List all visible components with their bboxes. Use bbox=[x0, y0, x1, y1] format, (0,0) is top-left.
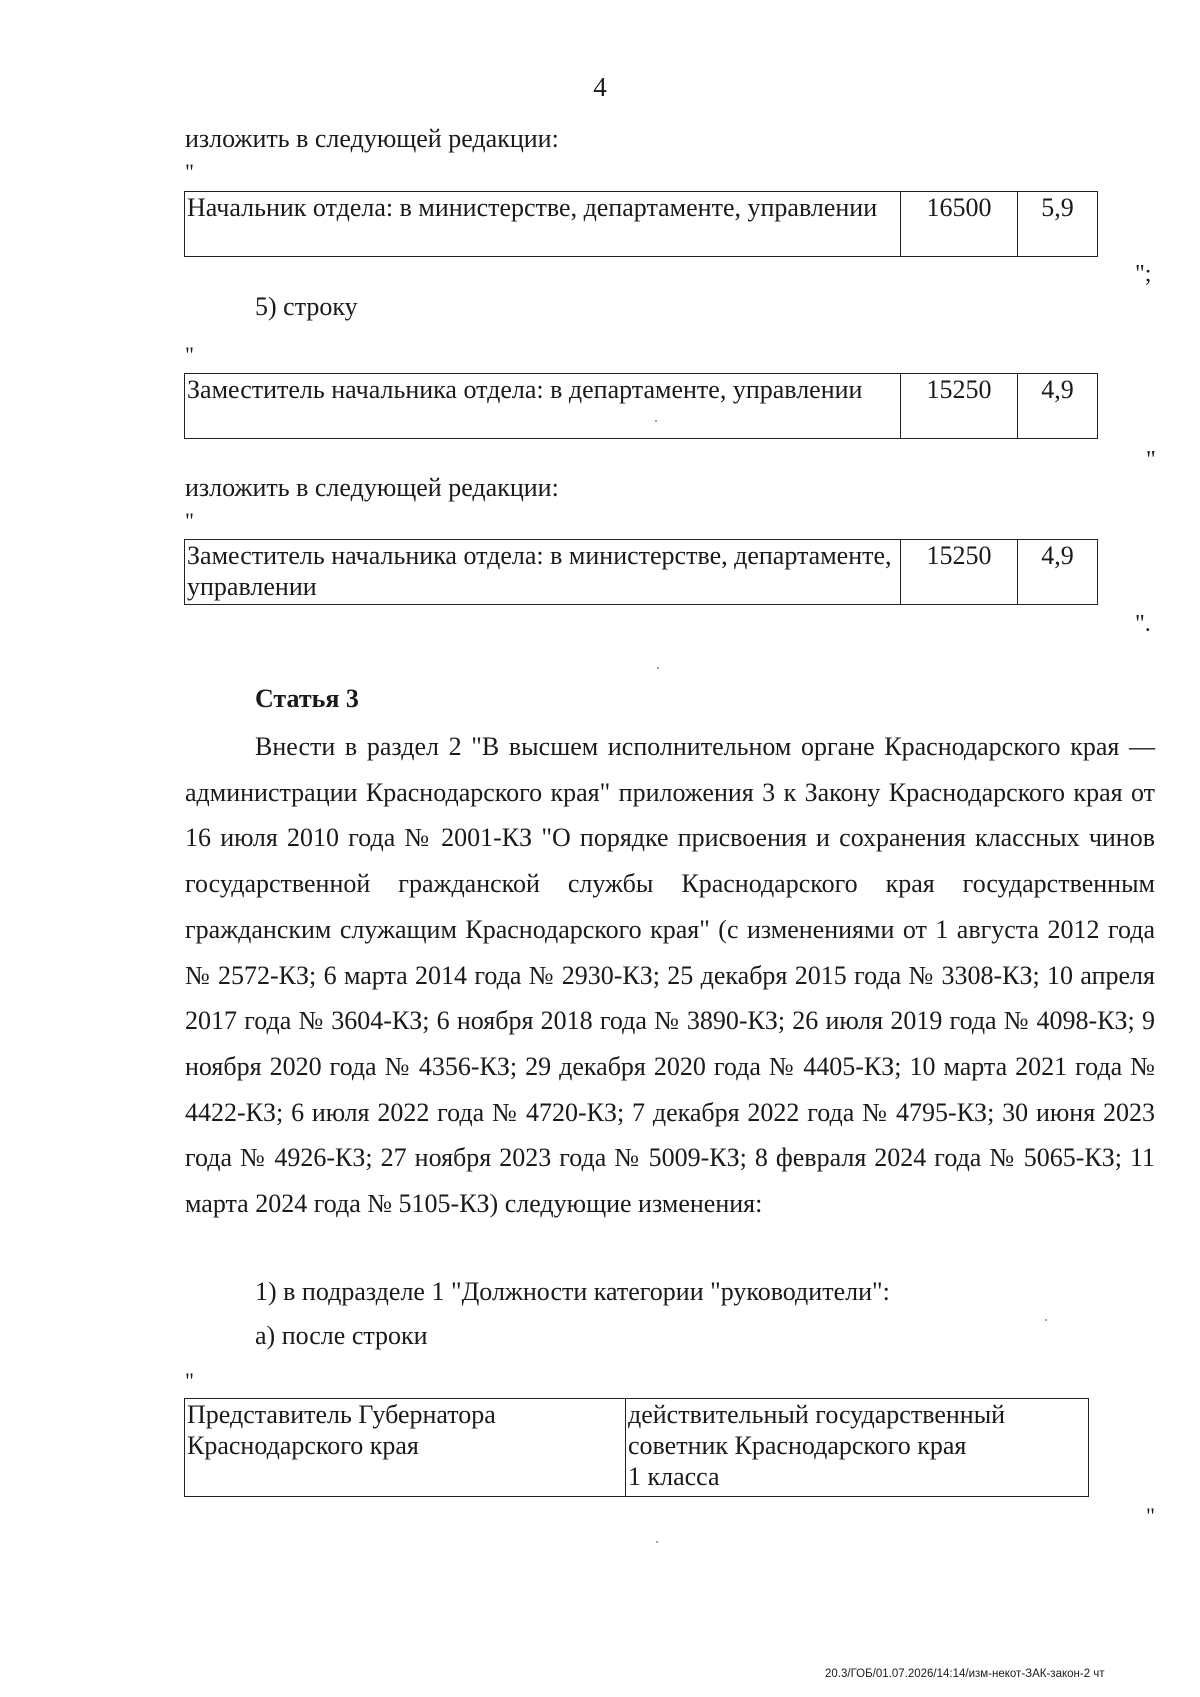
coefficient-cell: 4,9 bbox=[1018, 374, 1098, 439]
position-table bbox=[184, 191, 1098, 257]
subitem-line: а) после строки bbox=[255, 1321, 428, 1350]
close-quote: " bbox=[1146, 447, 1156, 473]
close-quote: "; bbox=[1135, 261, 1152, 287]
coefficient-cell: 5,9 bbox=[1018, 192, 1098, 257]
scan-speck bbox=[657, 667, 659, 669]
position-table bbox=[184, 539, 1098, 605]
position-title-cell: Начальник отдела: в министерстве, департаменте, управлении bbox=[185, 192, 901, 257]
table-row bbox=[185, 374, 1098, 439]
position-title-cell: Заместитель начальника отдела: в департаменте, управлении bbox=[185, 374, 901, 439]
position-table bbox=[184, 373, 1098, 439]
close-quote: ". bbox=[1135, 611, 1151, 637]
class-rank-cell: действительный государственный советник Краснодарского края 1 класса bbox=[626, 1399, 1089, 1497]
article-paragraph: Внести в раздел 2 "В высшем исполнительном органе Краснодарского края — администрации Краснодарского края" приложения 3 к Закону Краснодарского края от 16 июля 2010 года № 2001-КЗ "О порядке присвоения и сохранения классных чинов государственной гражданской службы Краснодарского края государственным гражданским служащим Краснодарского края" (с изменениями от 1 августа 2012 года № 2572-КЗ; 6 марта 2014 года № 2930-КЗ; 25 декабря 2015 года № 3308-КЗ; 10 апреля 2017 года № 3604-КЗ; 6 ноября 2018 года № 3890-КЗ; 26 июля 2019 года № 4098-КЗ; 9 ноября 2020 года № 4356-КЗ; 29 декабря 2020 года № 4405-КЗ; 10 марта 2021 года № 4422-КЗ; 6 июля 2022 года № 4720-КЗ; 7 декабря 2022 года № 4795-КЗ; 30 июня 2023 года № 4926-КЗ; 27 ноября 2023 года № 5009-КЗ; 8 февраля 2024 года № 5065-КЗ; 11 марта 2024 года № 5105-КЗ) следующие изменения: bbox=[185, 732, 1155, 1219]
salary-cell: 16500 bbox=[901, 192, 1018, 257]
open-quote: " bbox=[185, 342, 194, 367]
table-row bbox=[185, 192, 1098, 257]
scan-speck bbox=[1045, 1319, 1047, 1321]
close-quote: " bbox=[1146, 1503, 1155, 1528]
salary-cell: 15250 bbox=[901, 374, 1018, 439]
subsection-line: 1) в подразделе 1 "Должности категории "руководители": bbox=[255, 1277, 890, 1306]
item-label: 5) строку bbox=[255, 292, 358, 321]
page-number: 4 bbox=[593, 72, 607, 102]
rank-table bbox=[184, 1398, 1089, 1497]
intro-line: изложить в следующей редакции: bbox=[185, 124, 559, 153]
article-heading: Статья 3 bbox=[255, 684, 359, 713]
open-quote: " bbox=[185, 159, 194, 184]
open-quote: " bbox=[185, 508, 194, 533]
table-row bbox=[185, 1399, 1089, 1497]
scan-speck bbox=[656, 1541, 658, 1543]
footer-file-reference: 20.3/ГОБ/01.07.2026/14:14/изм-некот-ЗАК-закон-2 чт bbox=[825, 1668, 1105, 1680]
position-title-cell: Заместитель начальника отдела: в министерстве, департаменте, управлении bbox=[185, 540, 901, 605]
intro-line: изложить в следующей редакции: bbox=[185, 473, 559, 502]
scan-speck bbox=[655, 420, 657, 422]
position-title-cell: Представитель Губернатора Краснодарского края bbox=[185, 1399, 626, 1497]
table-row bbox=[185, 540, 1098, 605]
open-quote: " bbox=[185, 1368, 194, 1393]
coefficient-cell: 4,9 bbox=[1018, 540, 1098, 605]
salary-cell: 15250 bbox=[901, 540, 1018, 605]
